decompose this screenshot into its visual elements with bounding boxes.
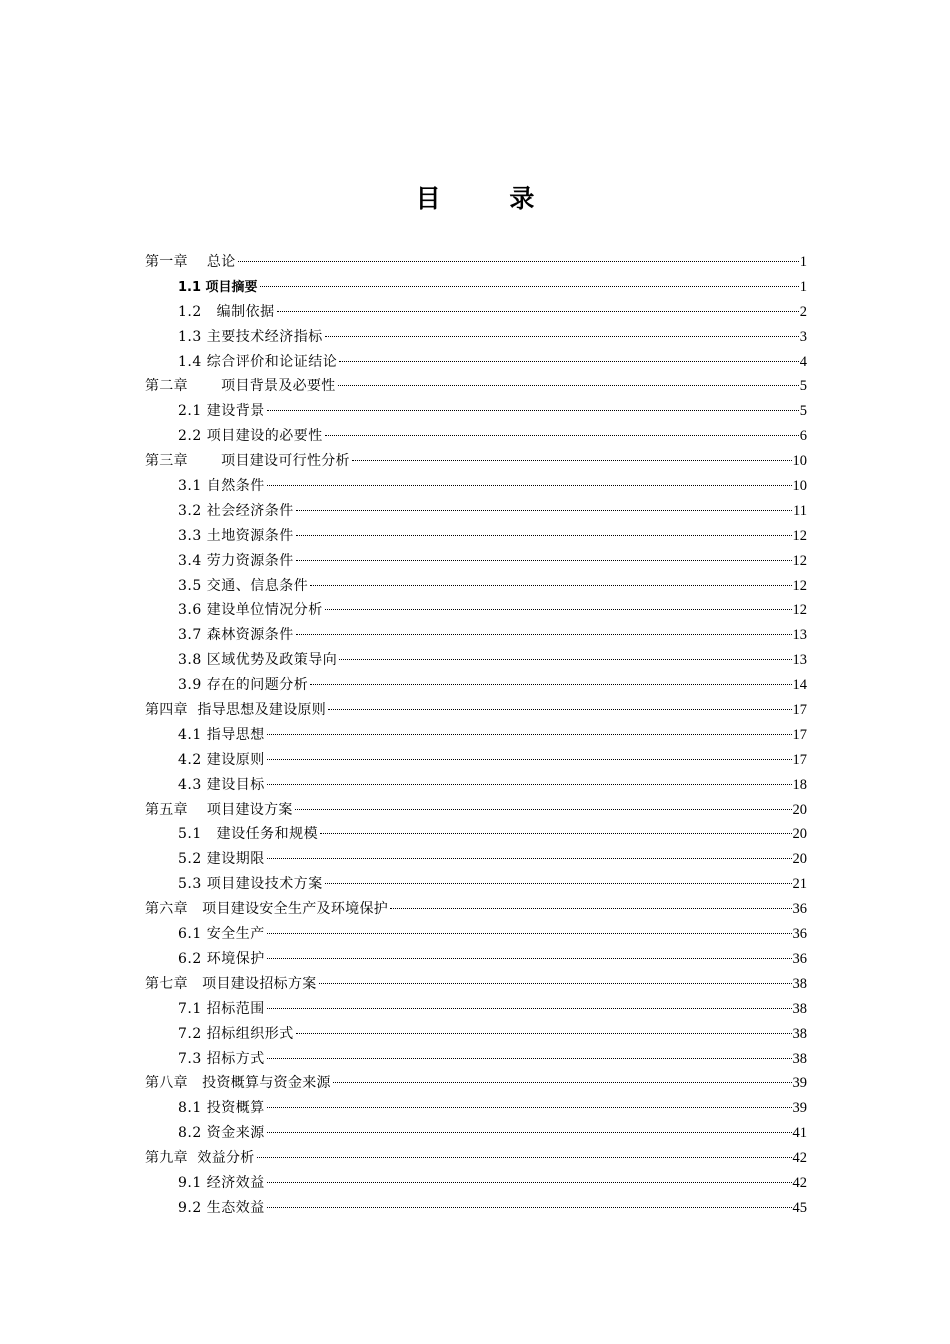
toc-section-entry[interactable] [145,947,807,972]
toc-page-number: 36 [792,901,807,918]
toc-section-entry[interactable] [145,1096,807,1121]
toc-entry-label: 1.3 主要技术经济指标 [178,328,323,345]
dot-leader [310,684,791,685]
dot-leader [267,1058,792,1059]
dot-leader [267,410,799,411]
toc-section-entry[interactable] [145,574,807,599]
toc-entry-label: 3.5 交通、信息条件 [178,577,309,594]
toc-page-number: 4 [799,353,807,370]
toc-entry-label: 1.2 编制依据 [178,303,275,320]
toc-section-entry[interactable] [145,748,807,773]
table-of-contents [145,250,807,1221]
toc-page-number: 12 [792,552,807,569]
dot-leader [267,1132,792,1133]
toc-chapter-entry[interactable] [145,972,807,997]
toc-section-entry[interactable] [145,350,807,375]
toc-section-entry[interactable] [145,1047,807,1072]
toc-section-entry[interactable] [145,474,807,499]
toc-page-number: 38 [792,975,807,992]
dot-leader [325,336,799,337]
toc-section-entry[interactable] [145,723,807,748]
dot-leader [296,634,792,635]
toc-page-number: 20 [792,851,807,868]
toc-entry-label: 5.3 项目建设技术方案 [178,876,323,893]
page-title: 目 录 [415,184,565,213]
toc-page-number: 41 [792,1125,807,1142]
toc-page-number: 10 [792,453,807,470]
toc-section-entry[interactable] [145,1022,807,1047]
toc-chapter-entry[interactable] [145,1146,807,1171]
toc-section-entry[interactable] [145,325,807,350]
dot-leader [295,809,792,810]
dot-leader [267,485,792,486]
toc-entry-label: 1.1 项目摘要 [178,279,258,295]
toc-section-entry[interactable] [145,847,807,872]
toc-page-number: 39 [792,1075,807,1092]
toc-page-number: 5 [799,403,807,420]
toc-section-entry[interactable] [145,872,807,897]
toc-entry-label: 3.8 区域优势及政策导向 [178,652,338,669]
toc-section-entry[interactable] [145,648,807,673]
toc-entry-label: 5.2 建设期限 [178,851,265,868]
toc-page-number: 21 [792,876,807,893]
toc-entry-label: 4.3 建设目标 [178,776,265,793]
toc-page-number: 18 [792,776,807,793]
toc-entry-label: 第九章 效益分析 [145,1150,255,1167]
toc-page-number: 14 [792,677,807,694]
toc-section-entry[interactable] [145,499,807,524]
dot-leader [333,1082,792,1083]
toc-entry-label: 7.1 招标范围 [178,1000,265,1017]
dot-leader [277,311,799,312]
toc-page-number: 45 [792,1199,807,1216]
toc-page-number: 38 [792,1000,807,1017]
toc-page-number: 5 [799,378,807,395]
toc-entry-label: 8.1 投资概算 [178,1100,265,1117]
toc-entry-label: 1.4 综合评价和论证结论 [178,353,338,370]
toc-entry-label: 7.2 招标组织形式 [178,1025,294,1042]
toc-chapter-entry[interactable] [145,250,807,275]
toc-page-number: 6 [799,428,807,445]
toc-entry-label: 2.2 项目建设的必要性 [178,428,323,445]
toc-entry-label: 3.9 存在的问题分析 [178,677,309,694]
dot-leader [325,883,792,884]
dot-leader [238,261,799,262]
dot-leader [267,958,792,959]
toc-section-entry[interactable] [145,1196,807,1221]
toc-page-number: 12 [792,602,807,619]
toc-entry-label: 3.2 社会经济条件 [178,502,294,519]
toc-entry-label: 4.2 建设原则 [178,751,265,768]
dot-leader [267,1008,792,1009]
toc-page-number: 13 [792,652,807,669]
toc-page-number: 3 [799,328,807,345]
toc-entry-label: 2.1 建设背景 [178,403,265,420]
toc-entry-label: 4.1 指导思想 [178,726,265,743]
toc-entry-label: 6.1 安全生产 [178,926,265,943]
toc-section-entry[interactable] [145,549,807,574]
toc-chapter-entry[interactable] [145,897,807,922]
toc-entry-label: 7.3 招标方式 [178,1050,265,1067]
toc-entry-label: 3.6 建设单位情况分析 [178,602,323,619]
toc-page-number: 42 [792,1174,807,1191]
dot-leader [267,1207,792,1208]
dot-leader [267,933,792,934]
toc-section-entry[interactable] [145,922,807,947]
toc-entry-label: 第五章 项目建设方案 [145,801,293,818]
toc-chapter-entry[interactable] [145,449,807,474]
toc-page-number: 36 [792,950,807,967]
dot-leader [296,1033,792,1034]
toc-entry-label: 9.1 经济效益 [178,1174,265,1191]
toc-entry-label: 6.2 环境保护 [178,950,265,967]
dot-leader [296,560,792,561]
toc-section-entry[interactable] [145,1121,807,1146]
dot-leader [267,759,792,760]
dot-leader [267,784,792,785]
toc-entry-label: 第四章 指导思想及建设原则 [145,702,327,719]
toc-entry-label: 第二章 项目背景及必要性 [145,378,336,395]
dot-leader [352,460,792,461]
dot-leader [339,361,799,362]
toc-page-number: 36 [792,926,807,943]
toc-page-number: 42 [792,1150,807,1167]
toc-entry-label: 3.1 自然条件 [178,478,265,495]
toc-entry-label: 3.7 森林资源条件 [178,627,294,644]
toc-entry-label: 第八章 投资概算与资金来源 [145,1075,331,1092]
toc-section-entry[interactable] [145,524,807,549]
dot-leader [328,709,791,710]
toc-section-entry[interactable] [145,623,807,648]
toc-section-entry[interactable] [145,773,807,798]
toc-entry-label: 第三章 项目建设可行性分析 [145,453,350,470]
dot-leader [267,1107,792,1108]
toc-section-entry[interactable] [145,997,807,1022]
toc-entry-label: 第一章 总论 [145,254,236,270]
toc-section-entry[interactable] [145,598,807,623]
dot-leader [257,1157,792,1158]
toc-page-number: 11 [793,502,807,519]
toc-chapter-entry[interactable] [145,1071,807,1096]
toc-chapter-entry[interactable] [145,798,807,823]
toc-section-entry[interactable] [145,822,807,847]
toc-chapter-entry[interactable] [145,374,807,399]
toc-page-number: 20 [792,801,807,818]
toc-entry-label: 3.3 土地资源条件 [178,527,294,544]
dot-leader [325,435,799,436]
toc-page-number: 12 [792,527,807,544]
toc-section-entry[interactable] [145,424,807,449]
dot-leader [267,858,792,859]
toc-page-number: 10 [792,478,807,495]
toc-entry-label: 5.1 建设任务和规模 [178,826,319,843]
toc-section-entry[interactable] [145,275,807,300]
dot-leader [338,385,799,386]
dot-leader [267,1182,792,1183]
toc-page-number: 13 [792,627,807,644]
toc-page-number: 17 [792,702,807,719]
toc-page-number: 17 [792,751,807,768]
toc-chapter-entry[interactable] [145,698,807,723]
toc-entry-label: 第七章 项目建设招标方案 [145,975,317,992]
dot-leader [296,510,792,511]
toc-page-number: 39 [792,1100,807,1117]
dot-leader [339,659,791,660]
toc-entry-label: 9.2 生态效益 [178,1199,265,1216]
dot-leader [320,833,791,834]
dot-leader [325,609,792,610]
toc-entry-label: 3.4 劳力资源条件 [178,552,294,569]
toc-entry-label: 8.2 资金来源 [178,1125,265,1142]
toc-page-number: 17 [792,726,807,743]
toc-page-number: 38 [792,1050,807,1067]
dot-leader [296,535,792,536]
dot-leader [319,983,792,984]
dot-leader [390,908,791,909]
toc-page-number: 20 [792,826,807,843]
toc-section-entry[interactable] [145,1171,807,1196]
toc-page-number: 1 [799,254,807,270]
toc-page-number: 12 [792,577,807,594]
dot-leader [310,585,791,586]
toc-section-entry[interactable] [145,399,807,424]
toc-page-number: 2 [799,303,807,320]
toc-page-number: 38 [792,1025,807,1042]
toc-section-entry[interactable] [145,673,807,698]
toc-page-number: 1 [799,278,807,295]
toc-section-entry[interactable] [145,300,807,325]
dot-leader [267,734,792,735]
dot-leader [260,286,799,287]
toc-entry-label: 第六章 项目建设安全生产及环境保护 [145,901,389,918]
